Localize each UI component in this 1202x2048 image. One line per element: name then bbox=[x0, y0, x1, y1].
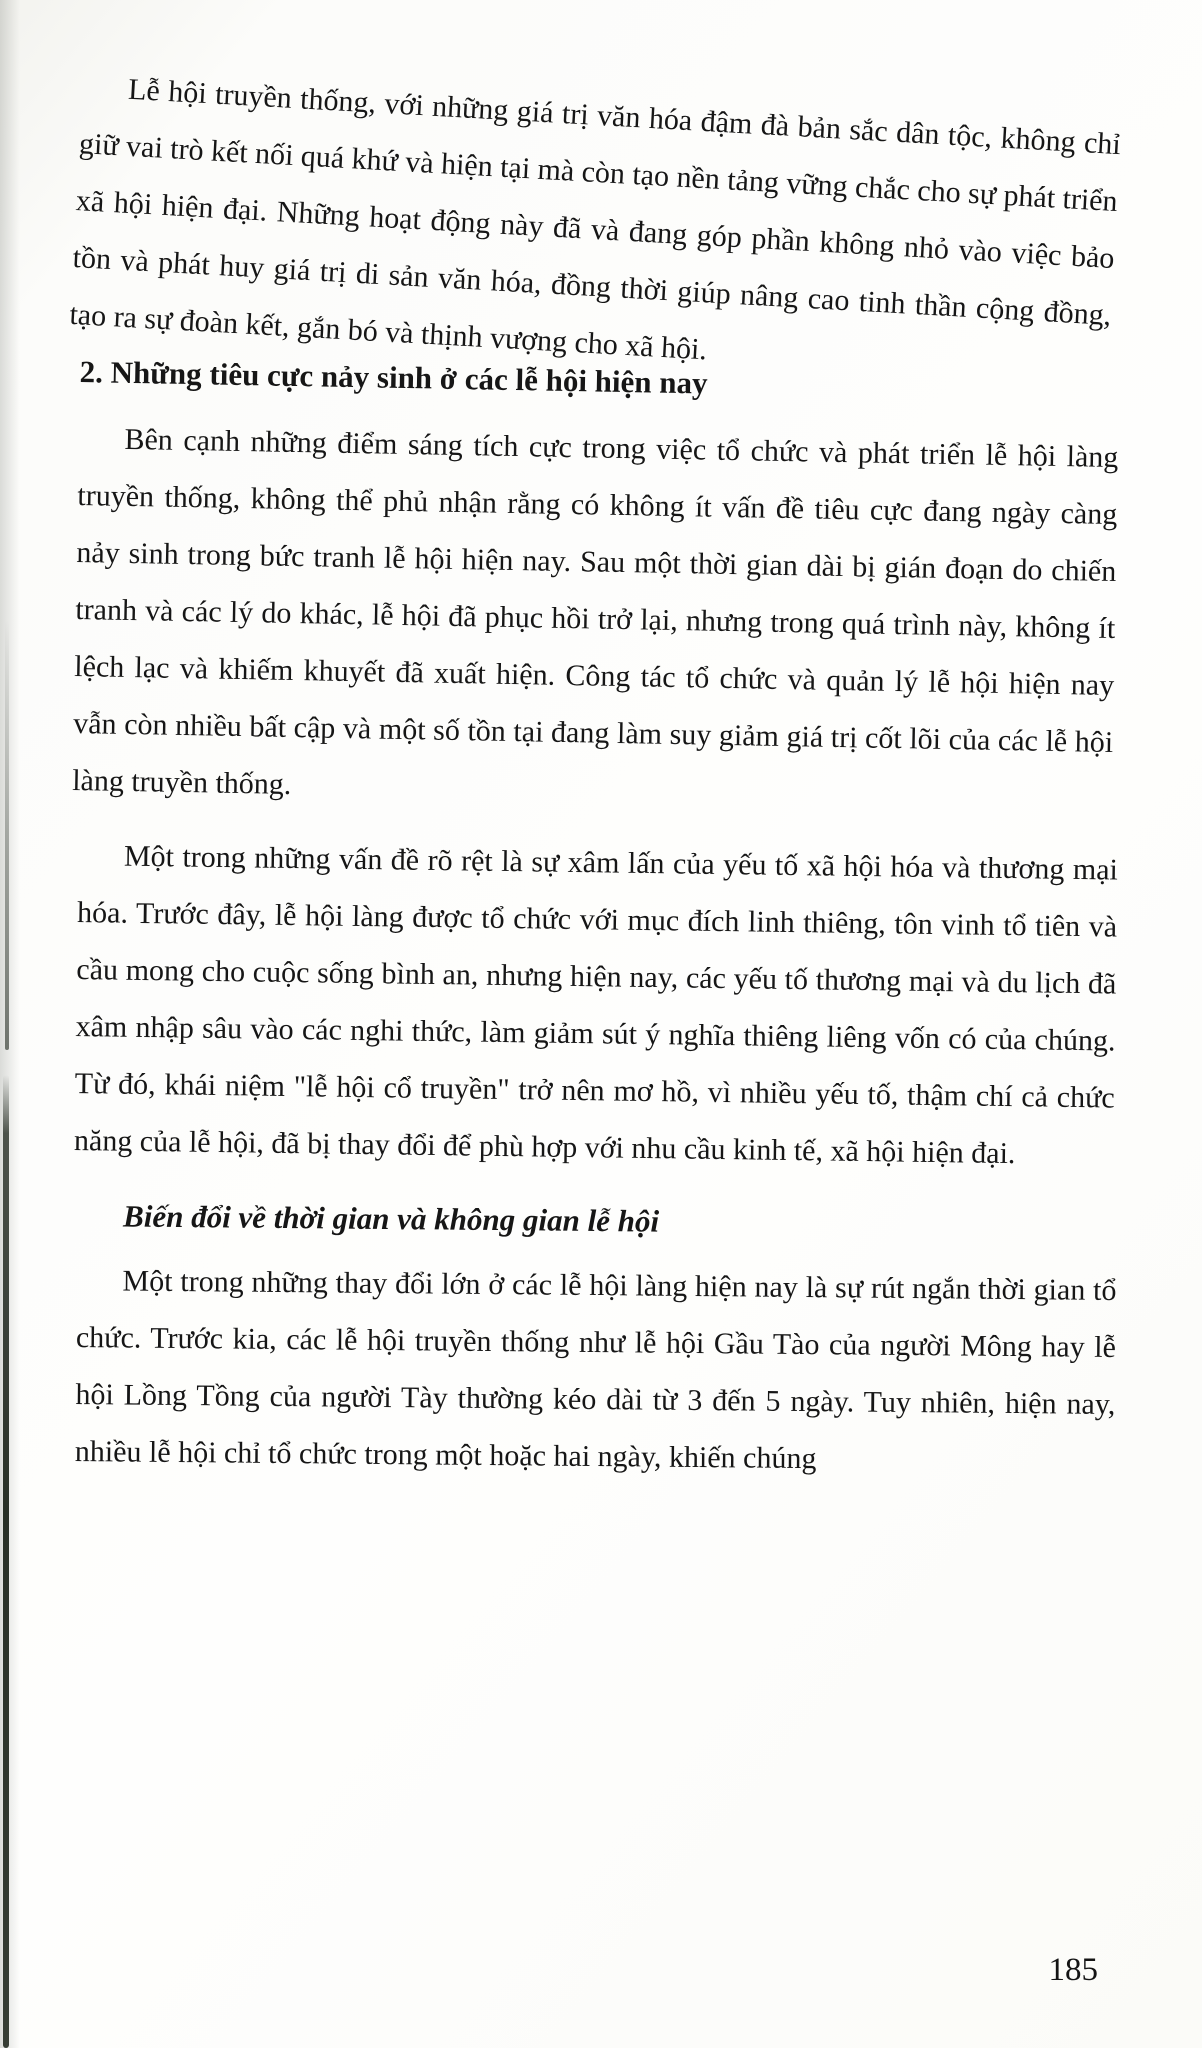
subsection-heading: Biến đổi về thời gian và không gian lễ hội bbox=[122, 1198, 660, 1239]
section-block bbox=[72, 343, 1120, 828]
subsection-block bbox=[75, 1187, 1118, 1490]
intro-paragraph: Lễ hội truyền thống, với những giá trị văn hóa đậm đà bản sắc dân tộc, không chỉ giữ vai trò kết nối quá khứ và hiện tại mà còn tạo nền tảng vững chắc cho sự phát triển xã hội hiện đại. Những hoạt động này đã và đang góp phần không nhỏ vào việc bảo tồn và phát huy giá trị di sản văn hóa, đồng thời giúp nâng cao tinh thần cộng đồng, tạo ra sự đoàn kết, gắn bó và thịnh vượng cho xã hội. bbox=[68, 72, 1122, 367]
paragraph-negatives: Bên cạnh những điểm sáng tích cực trong việc tổ chức và phát triển lễ hội làng truyền thống, không thể phủ nhận rằng có không ít vấn đề tiêu cực đang ngày càng nảy sinh trong bức tranh lễ hội hiện nay. Sau một thời gian dài bị gián đoạn do chiến tranh và các lý do khác, lễ hội đã phục hồi trở lại, nhưng trong quá trình này, không ít lệch lạc và khiếm khuyết đã xuất hiện. Công tác tổ chức và quản lý lễ hội hiện nay vẫn còn nhiều bất cập và một số tồn tại đang làm suy giảm giá trị cốt lõi của các lễ hội làng truyền thống. bbox=[71, 422, 1119, 801]
paragraph-time-space: Một trong những thay đổi lớn ở các lễ hội làng hiện nay là sự rút ngắn thời gian tổ chức. Trước kia, các lễ hội truyền thống như lễ hội Gầu Tào của người Mông hay lễ hội Lồng Tồng của người Tày thường kéo dài từ 3 đến 5 ngày. Tuy nhiên, hiện nay, nhiều lễ hội chỉ tổ chức trong một hoặc hai ngày, khiến chúng bbox=[74, 1264, 1117, 1476]
section-heading: 2. Những tiêu cực nảy sinh ở các lễ hội hiện nay bbox=[79, 354, 708, 401]
page-number: 185 bbox=[1048, 1952, 1098, 1988]
paragraph-commercialization: Một trong những vấn đề rõ rệt là sự xâm lấn của yếu tố xã hội hóa và thương mại hóa. Trước đây, lễ hội làng được tổ chức với mục đích linh thiêng, tôn vinh tổ tiên và cầu mong cho cuộc sống bình an, nhưng hiện nay, các yếu tố thương mại và du lịch đã xâm nhập sâu vào các nghi thức, làm giảm sút ý nghĩa thiêng liêng vốn có của chúng. Từ đó, khái niệm "lễ hội cổ truyền" trở nên mơ hồ, vì nhiều yếu tố, thậm chí cả chức năng của lễ hội, đã bị thay đổi để phù hợp với nhu cầu kinh tế, xã hội hiện đại. bbox=[73, 839, 1119, 1171]
